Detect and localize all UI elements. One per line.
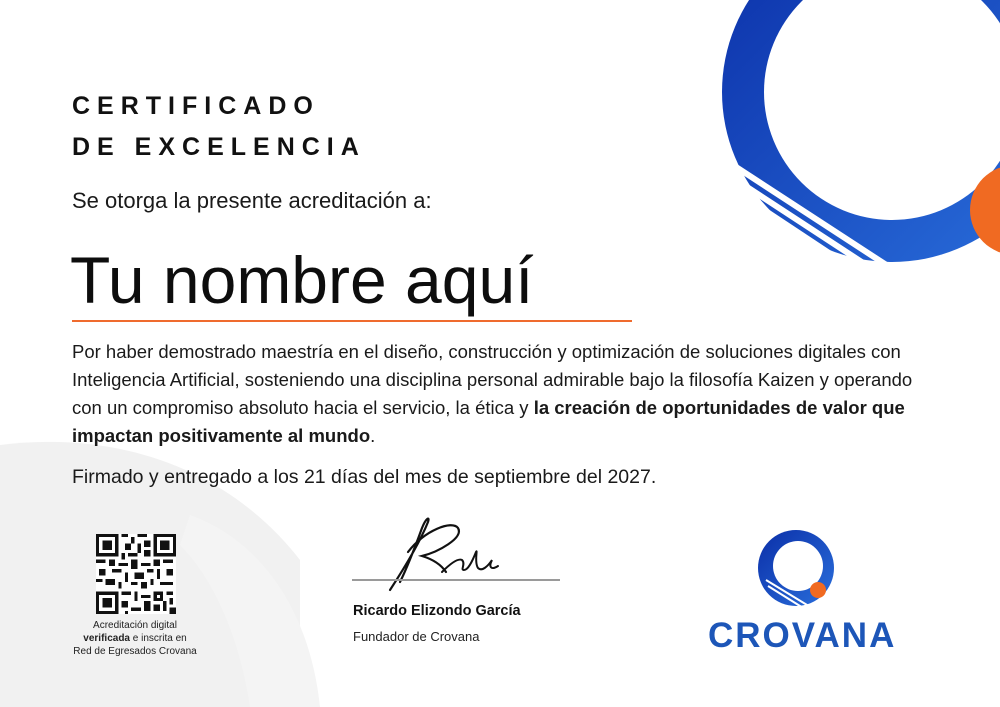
name-underline [72, 320, 632, 322]
signature-line [352, 579, 560, 581]
title-line-2: DE EXCELENCIA [72, 133, 366, 161]
signature-image [380, 512, 510, 594]
crovana-logo-icon [754, 528, 838, 612]
certificate-title [72, 86, 366, 168]
signer-role: Fundador de Crovana [353, 629, 480, 644]
caption-line-1: Acreditación digital [93, 620, 177, 631]
certificate-body [72, 338, 922, 450]
crovana-logo-text: CROVANA [708, 616, 897, 655]
caption-verified: verificada [83, 633, 130, 644]
signer-name: Ricardo Elizondo García [353, 603, 521, 619]
verification-caption [60, 619, 210, 658]
body-text-bold: la creación de oportunidades de valor que impactan positivamente al mundo [72, 397, 905, 446]
decorative-ring [680, 0, 1000, 300]
signed-date-line: Firmado y entregado a los 21 días del mes de septiembre del 2027. [72, 466, 657, 488]
title-line-1: CERTIFICADO [72, 92, 320, 120]
qr-code-icon [96, 534, 176, 614]
caption-registered: e inscrita en [130, 633, 187, 644]
caption-line-3: Red de Egresados Crovana [73, 646, 197, 657]
recipient-name: Tu nombre aquí [70, 243, 534, 317]
body-text-normal: Por haber demostrado maestría en el diseño, construcción y optimización de soluciones digitales con Inteligencia Artificial, sosteniendo una disciplina personal admirable bajo la filosofía Kaizen y operando con un compromiso absoluto hacia el servicio, la ética y [72, 341, 913, 418]
intro-text: Se otorga la presente acreditación a: [72, 188, 432, 213]
body-text-end: . [370, 425, 376, 446]
caption-line-2 [60, 632, 210, 645]
